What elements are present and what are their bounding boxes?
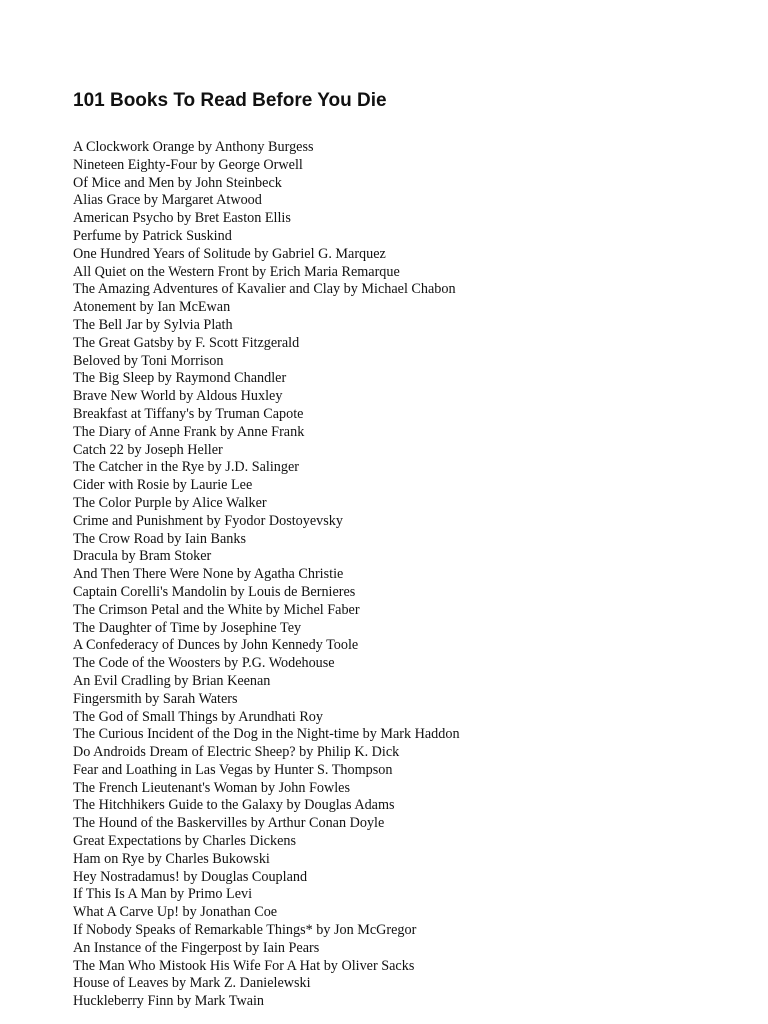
book-list-item: Do Androids Dream of Electric Sheep? by Philip K. Dick xyxy=(73,744,400,761)
book-list-item: Perfume by Patrick Suskind xyxy=(73,227,232,244)
book-list-item: The Bell Jar by Sylvia Plath xyxy=(73,316,233,333)
book-list-item: The Catcher in the Rye by J.D. Salinger xyxy=(73,459,299,476)
book-list-item: The Curious Incident of the Dog in the Night-time by Mark Haddon xyxy=(73,726,460,743)
book-list-item: The Daughter of Time by Josephine Tey xyxy=(73,619,302,636)
book-list-item: Fingersmith by Sarah Waters xyxy=(73,690,238,707)
book-list-item: The Amazing Adventures of Kavalier and Clay by Michael Chabon xyxy=(73,281,456,298)
book-list-item: Alias Grace by Margaret Atwood xyxy=(73,192,262,209)
book-list-item: The Hound of the Baskervilles by Arthur Conan Doyle xyxy=(73,815,385,832)
book-list-item: Crime and Punishment by Fyodor Dostoyevsky xyxy=(73,512,343,529)
book-list-item: The French Lieutenant's Woman by John Fowles xyxy=(73,779,350,796)
book-list-item: The Big Sleep by Raymond Chandler xyxy=(73,370,287,387)
book-list-item: Breakfast at Tiffany's by Truman Capote xyxy=(73,405,304,422)
book-list-item: If Nobody Speaks of Remarkable Things* by Jon McGregor xyxy=(73,922,417,939)
book-list xyxy=(73,139,460,1011)
book-list-item: A Confederacy of Dunces by John Kennedy Toole xyxy=(73,637,359,654)
book-list-item: A Clockwork Orange by Anthony Burgess xyxy=(73,139,314,155)
book-list-item: The Diary of Anne Frank by Anne Frank xyxy=(73,423,305,440)
book-list-item: The Great Gatsby by F. Scott Fitzgerald xyxy=(73,334,300,351)
book-list-item: All Quiet on the Western Front by Erich Maria Remarque xyxy=(73,263,400,280)
book-list-item: Great Expectations by Charles Dickens xyxy=(73,833,296,850)
book-list-item: Hey Nostradamus! by Douglas Coupland xyxy=(73,868,308,885)
book-list-item: House of Leaves by Mark Z. Danielewski xyxy=(73,975,311,992)
book-list-item: An Evil Cradling by Brian Keenan xyxy=(73,672,271,689)
book-list-item: And Then There Were None by Agatha Christie xyxy=(73,566,344,583)
book-list-item: The God of Small Things by Arundhati Roy xyxy=(73,708,323,725)
book-list-item: Brave New World by Aldous Huxley xyxy=(73,388,283,405)
book-list-item: Dracula by Bram Stoker xyxy=(73,548,212,565)
book-list-item: Atonement by Ian McEwan xyxy=(73,299,231,316)
book-list-item: The Crimson Petal and the White by Michel Faber xyxy=(73,601,360,618)
book-list-item: American Psycho by Bret Easton Ellis xyxy=(73,210,291,227)
book-list-item: One Hundred Years of Solitude by Gabriel G. Marquez xyxy=(73,245,386,262)
book-list-item: Ham on Rye by Charles Bukowski xyxy=(73,850,270,867)
book-list-item: The Man Who Mistook His Wife For A Hat by Oliver Sacks xyxy=(73,957,415,974)
book-list-item: The Color Purple by Alice Walker xyxy=(73,494,267,511)
book-list-item: Cider with Rosie by Laurie Lee xyxy=(73,477,253,494)
book-list-item: Beloved by Toni Morrison xyxy=(73,352,224,369)
book-list-item: Catch 22 by Joseph Heller xyxy=(73,441,223,458)
book-list-item: The Hitchhikers Guide to the Galaxy by Douglas Adams xyxy=(73,797,395,814)
book-list-item: If This Is A Man by Primo Levi xyxy=(73,886,253,903)
book-list-item: Of Mice and Men by John Steinbeck xyxy=(73,174,282,191)
book-list-item: What A Carve Up! by Jonathan Coe xyxy=(73,904,278,921)
book-list-item: An Instance of the Fingerpost by Iain Pears xyxy=(73,939,320,956)
book-list-item: Fear and Loathing in Las Vegas by Hunter S. Thompson xyxy=(73,761,393,778)
book-list-item: Nineteen Eighty-Four by George Orwell xyxy=(73,156,303,173)
document-title: 101 Books To Read Before You Die xyxy=(73,90,387,111)
book-list-item: The Code of the Woosters by P.G. Wodehouse xyxy=(73,655,335,672)
book-list-item: Captain Corelli's Mandolin by Louis de Bernieres xyxy=(73,583,356,600)
book-list-item: The Crow Road by Iain Banks xyxy=(73,530,246,547)
book-list-item: Huckleberry Finn by Mark Twain xyxy=(73,993,265,1010)
